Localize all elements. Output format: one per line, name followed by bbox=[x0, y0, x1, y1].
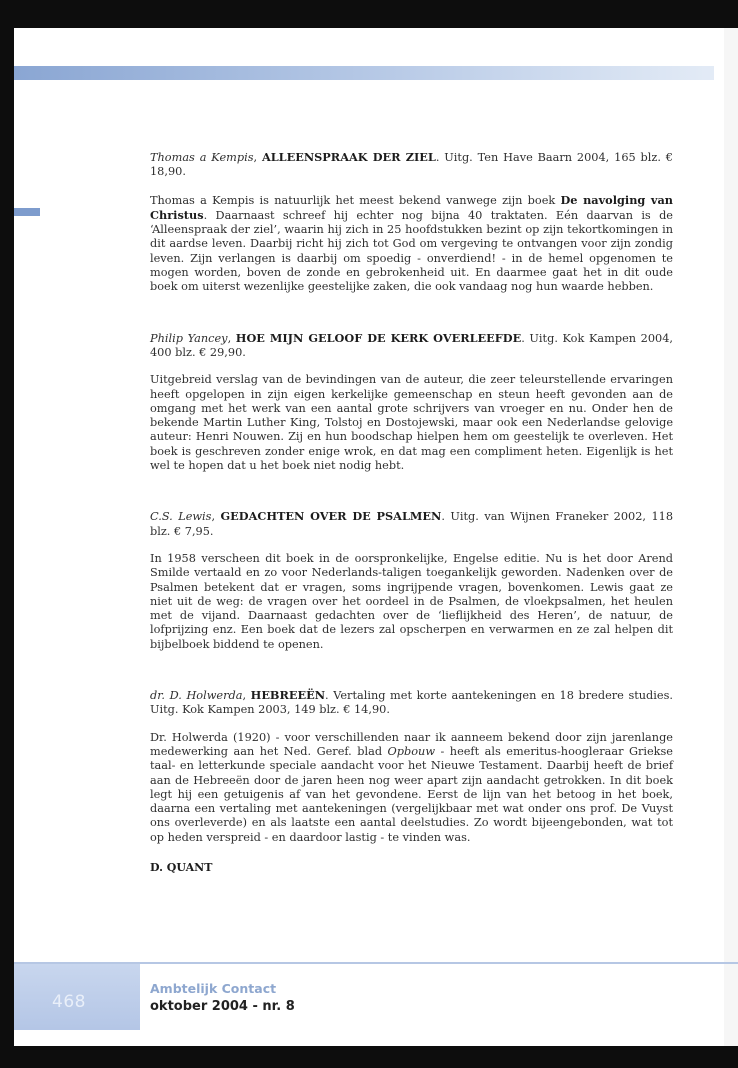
reviewer-signature: D. QUANT bbox=[150, 860, 213, 874]
scan-bottom-border bbox=[0, 1046, 738, 1068]
issue-date: oktober 2004 - nr. 8 bbox=[150, 999, 295, 1014]
review-title: HEBREEËN bbox=[250, 688, 326, 703]
scan-top-border bbox=[0, 0, 738, 28]
review-title: HOE MIJN GELOOF DE KERK OVERLEEFDE bbox=[235, 330, 522, 345]
review-body bbox=[150, 193, 673, 295]
review-yancey bbox=[150, 331, 673, 474]
review-body: In 1958 verscheen dit boek in de oorspronkelijke, Engelse editie. Nu is het door Arend Smilde vertaald en zo voor Nederlands-taligen toegankelijk geworden. Nadenken over de Psalmen betekent dat er vragen, soms ingrijpende vragen, bovenkomen. Lewis gaat ze niet uit de weg: de vragen over het oordeel in de Psalmen, de vloekpsalmen, het heulen met de vijand. Daarnaast gedachten over de ‘lieflijkheid des Heren’, de natuur, de lofprijzing enz. Een boek dat de lezers zal opscherpen en verwarmen en ze zal helpen dit bijbelboek biddend te openen. bbox=[150, 551, 673, 651]
scan-left-border bbox=[0, 0, 14, 1048]
review-author: Philip Yancey bbox=[150, 331, 228, 345]
review-body-magazine-title: Opbouw bbox=[387, 744, 436, 758]
review-body-text: - heeft als emeritus-hoogleraar Griekse taal- en letterkunde speciale aandacht voor het Nieuwe Testament. Daarbij heeft de brief aan de Hebreeën door de jaren heen nog weer apart zijn aandacht getrokken. In dit boek legt hij een getuigenis af van het gevondene. Eerst de lijn van het betoog in het boek, daarna een vertaling met aantekeningen (vergelijkbaar met wat onder ons prof. De Vuyst ons overleverde) en als laatste een aantal deelstudies. Zo wordt bijeengebonden, wat tot op heden verspreid - en daardoor lastig - te vinden was. bbox=[150, 744, 673, 844]
review-body bbox=[150, 731, 673, 845]
review-kempis bbox=[150, 150, 673, 295]
review-details: . Uitg. Kok Kampen 2004, 400 blz. € 29,90. bbox=[150, 331, 673, 359]
page-number: 468 bbox=[52, 992, 86, 1012]
review-details: . Vertaling met korte aantekeningen en 18 bredere studies. Uitg. Kok Kampen 2003, 149 blz. € 14,90. bbox=[150, 689, 673, 717]
scan-right-edge bbox=[724, 28, 738, 1048]
review-holwerda bbox=[150, 688, 673, 845]
review-body-text: . Daarnaast schreef hij echter nog bijna 40 traktaten. Eén daarvan is de ‘Alleenspraak der ziel’, waarin hij zich in 25 hoofdstukken bezint op zijn tekortkomingen in dit aardse leven. Daarbij richt hij zich tot God om vergeving te ontvangen voor zijn zondig leven. Zijn verlangen is daarbij om spoedig - onverdiend! - in de hemel opgenomen te mogen worden, boven de zonde en gebrokenheid uit. En daarmee gaat het in dit oude boek om uiterst wezenlijke geestelijke zaken, die ook vandaag nog hun waarde hebben. bbox=[150, 208, 673, 294]
review-author: dr. D. Holwerda bbox=[150, 689, 243, 703]
magazine-name: Ambtelijk Contact bbox=[150, 981, 277, 996]
header-band bbox=[14, 66, 714, 80]
review-details: . Uitg. van Wijnen Franeker 2002, 118 blz. € 7,95. bbox=[150, 510, 674, 538]
review-details: . Uitg. Ten Have Baarn 2004, 165 blz. € 18,90. bbox=[150, 151, 673, 179]
margin-marker bbox=[14, 208, 40, 216]
review-body-book-title: De navolging van Christus bbox=[150, 192, 673, 222]
reviews-column bbox=[150, 150, 673, 874]
review-body-text: Dr. Holwerda (1920) - voor verschillenden naar ik aanneem bekend door zijn jarenlange medewerking aan het Ned. Geref. blad bbox=[150, 730, 673, 758]
review-title: ALLEENSPRAAK DER ZIEL bbox=[261, 150, 436, 164]
review-author: C.S. Lewis bbox=[150, 510, 212, 524]
review-body: Uitgebreid verslag van de bevindingen van de auteur, die zeer teleurstellende ervaringen heeft opgelopen in zijn eigen kerkelijke gemeenschap en steun heeft gevonden aan de omgang met het werk van een aantal grote schrijvers van vroeger en nu. Onder hen de bekende Martin Luther King, Tolstoj en Dostojewski, maar ook een Nederlandse gelovige auteur: Henri Nouwen. Zij en hun boodschap hielpen hem om geestelijk te overleven. Het boek is geschreven zonder enige wrok, en dat mag een compliment heten. Eigenlijk is het wel te hopen dat u het boek niet nodig hebt. bbox=[150, 373, 673, 473]
review-citation: Philip Yancey, HOE MIJN GELOOF DE KERK OVERLEEFDE. Uitg. Kok Kampen 2004, 400 blz. € 29,90. bbox=[150, 330, 673, 359]
review-citation: dr. D. Holwerda, HEBREEËN. Vertaling met korte aantekeningen en 18 bredere studies. Uitg. Kok Kampen 2003, 149 blz. € 14,90. bbox=[150, 688, 673, 717]
review-body-text: Thomas a Kempis is natuurlijk het meest bekend vanwege zijn boek bbox=[150, 193, 561, 207]
review-citation: C.S. Lewis, GEDACHTEN OVER DE PSALMEN. Uitg. van Wijnen Franeker 2002, 118 blz. € 7,95. bbox=[150, 509, 674, 538]
review-lewis bbox=[150, 509, 673, 652]
review-title: GEDACHTEN OVER DE PSALMEN bbox=[220, 509, 442, 524]
review-citation: Thomas a Kempis, ALLEENSPRAAK DER ZIEL. Uitg. Ten Have Baarn 2004, 165 blz. € 18,90. bbox=[150, 150, 673, 179]
review-author: Thomas a Kempis bbox=[150, 151, 254, 164]
